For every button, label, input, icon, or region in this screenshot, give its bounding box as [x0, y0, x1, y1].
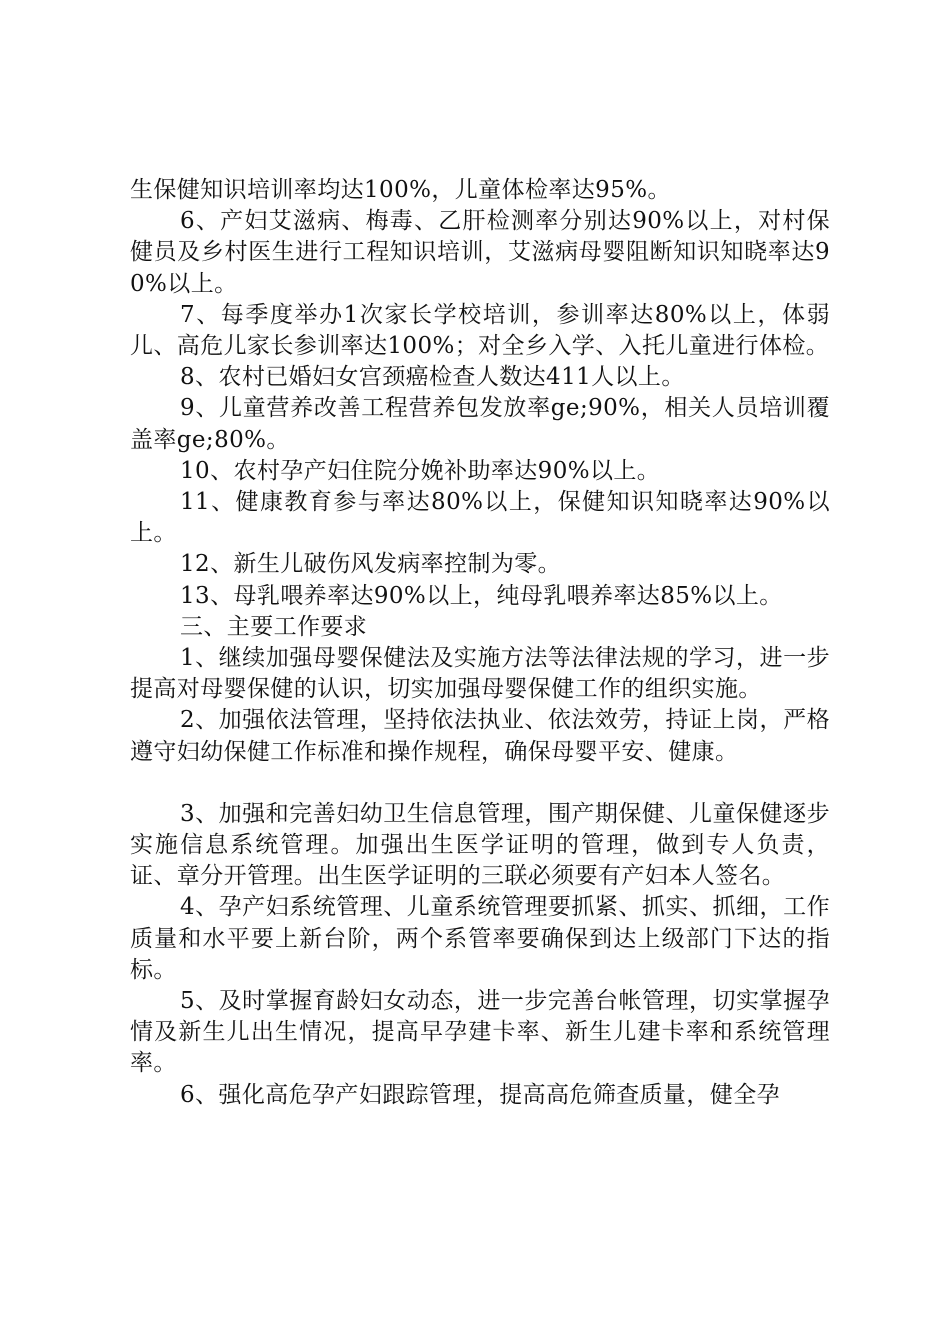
paragraph-item-12-tetanus: 12、新生儿破伤风发病率控制为零。 [180, 551, 562, 578]
paragraph-item-13-breastfeeding: 13、母乳喂养率达90%以上，纯母乳喂养率达85%以上。 [180, 582, 783, 609]
paragraph-requirement-6: 6、强化高危孕产妇跟踪管理，提高高危筛查质量，健全孕 [180, 1081, 781, 1108]
paragraph-item-9-nutrition: 9、儿童营养改善工程营养包发放率ge;90%，相关人员培训覆盖率ge;80%。 [130, 395, 830, 453]
paragraph-requirement-2: 2、加强依法管理，坚持依法执业、依法效劳，持证上岗，严格遵守妇幼保健工作标准和操作规程，确保母婴平安、健康。 [130, 707, 830, 765]
paragraph-requirement-3: 3、加强和完善妇幼卫生信息管理，围产期保健、儿童保健逐步实施信息系统管理。加强出生医学证明的管理，做到专人负责，证、章分开管理。出生医学证明的三联必须要有产妇本人签名。 [130, 800, 830, 890]
document-page [130, 175, 830, 1111]
paragraph-item-10-delivery-subsidy: 10、农村孕产妇住院分娩补助率达90%以上。 [180, 457, 661, 484]
paragraph-item-11-health-education: 11、健康教育参与率达80%以上，保健知识知晓率达90%以上。 [130, 489, 830, 547]
paragraph-requirement-4: 4、孕产妇系统管理、儿童系统管理要抓紧、抓实、抓细，工作质量和水平要上新台阶，两个系管率要确保到达上级部门下达的指标。 [130, 894, 830, 983]
paragraph-continuation: 生保健知识培训率均达100%，儿童体检率达95%。 [130, 177, 671, 203]
paragraph-item-7-parent-school: 7、每季度举办1次家长学校培训，参训率达80%以上，体弱儿、高危儿家长参训率达100%；对全乡入学、入托儿童进行体检。 [130, 301, 830, 360]
paragraph-item-8-cervical-cancer: 8、农村已婚妇女宫颈癌检查人数达411人以上。 [180, 364, 685, 391]
paragraph-requirement-1: 1、继续加强母婴保健法及实施方法等法律法规的学习，进一步提高对母婴保健的认识，切实加强母婴保健工作的组织实施。 [130, 645, 830, 703]
section-heading-requirements: 三、主要工作要求 [180, 613, 368, 640]
blank-line [130, 768, 830, 799]
paragraph-requirement-5: 5、及时掌握育龄妇女动态，进一步完善台帐管理，切实掌握孕情及新生儿出生情况，提高早孕建卡率、新生儿建卡率和系统管理率。 [130, 988, 830, 1077]
paragraph-item-6-hiv-screening: 6、产妇艾滋病、梅毒、乙肝检测率分别达90%以上，对村保健员及乡村医生进行工程知识培训，艾滋病母婴阻断知识知晓率达90%以上。 [130, 208, 830, 297]
